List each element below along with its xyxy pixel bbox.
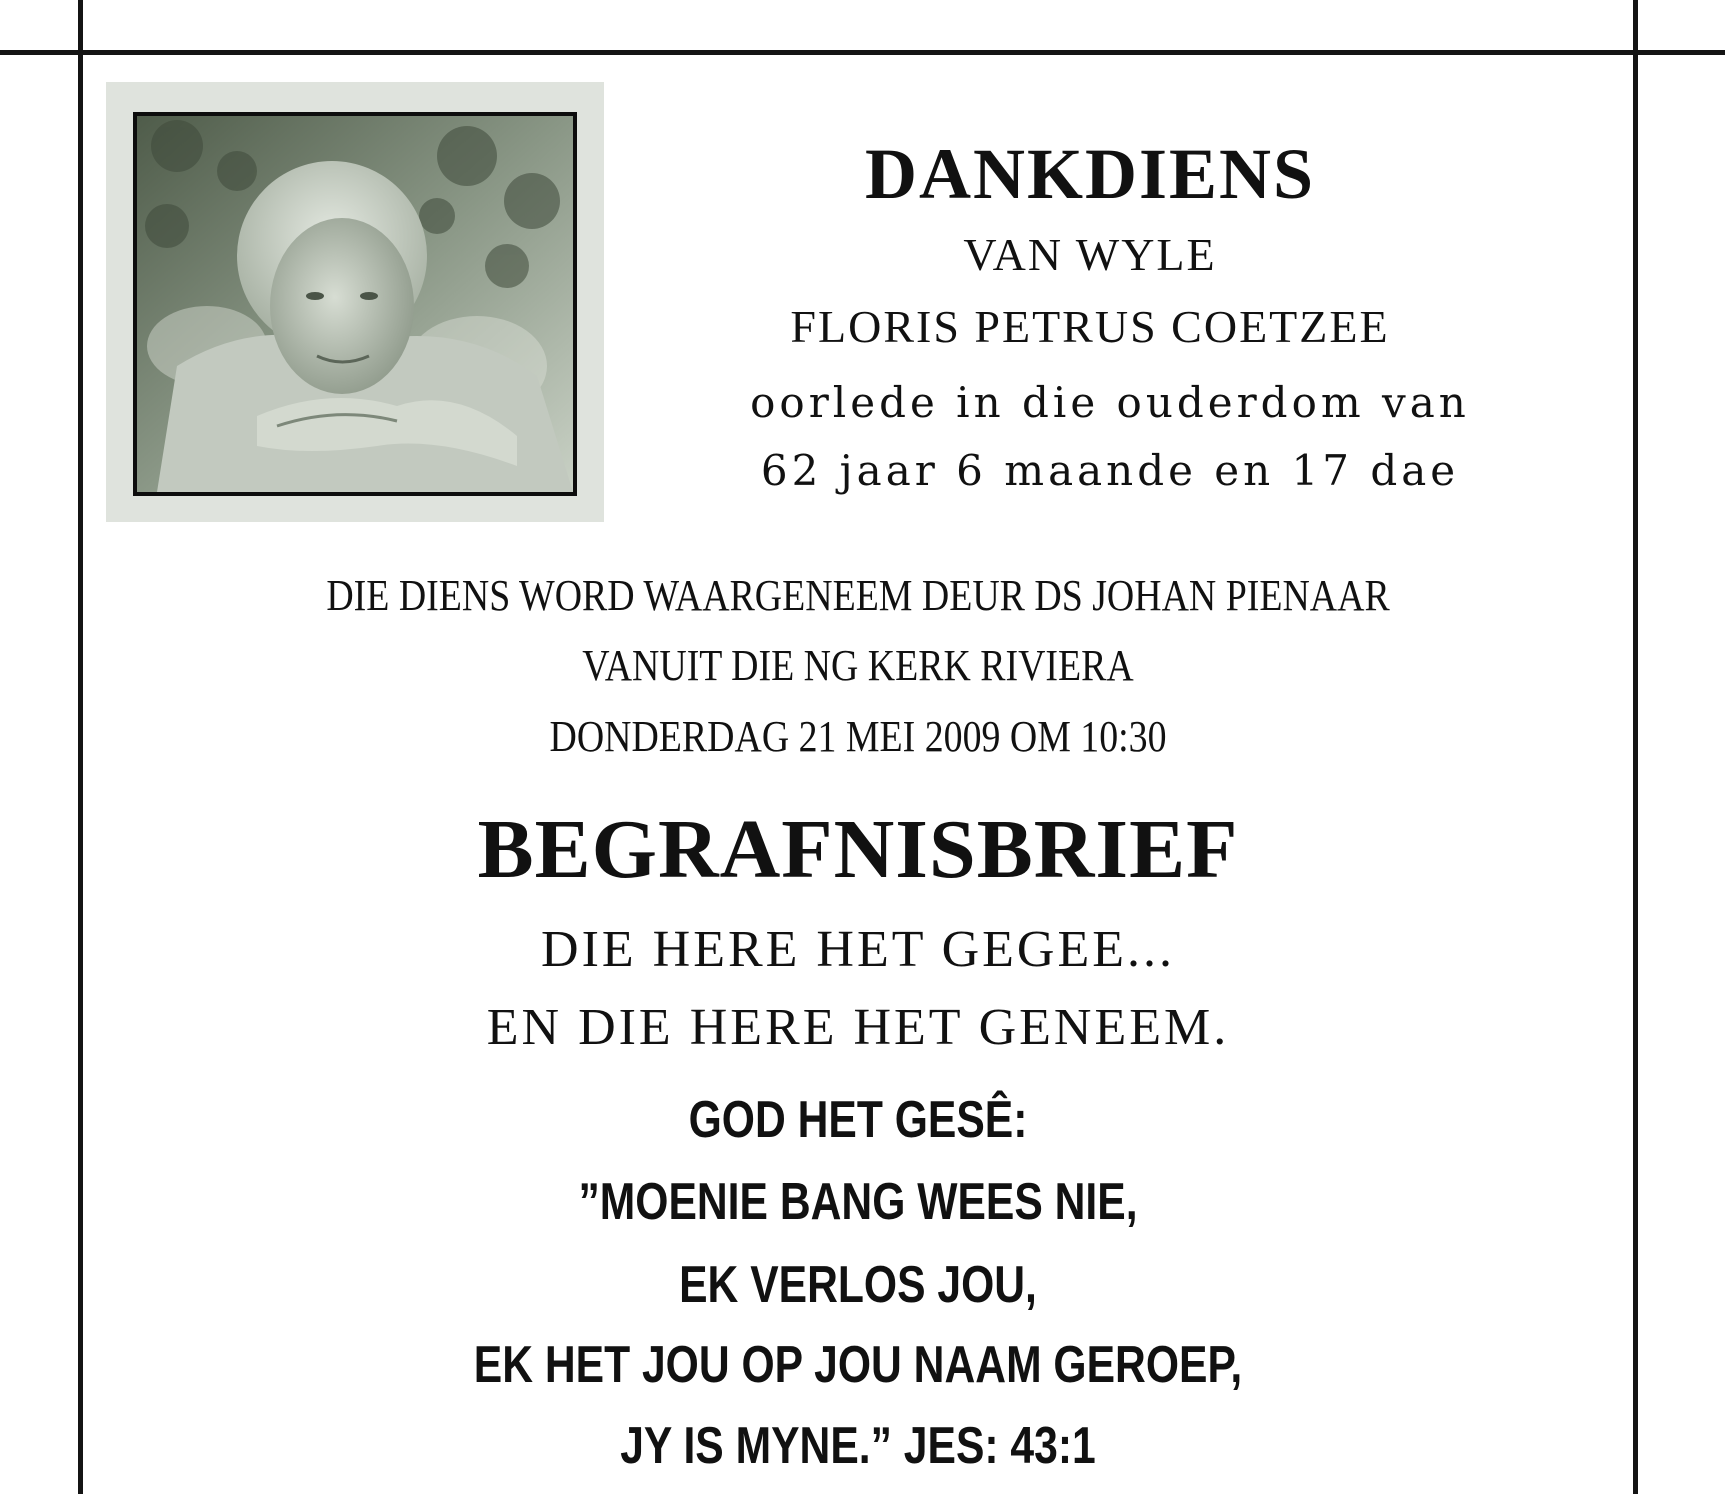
service-date-line: DONDERDAG 21 MEI 2009 OM 10:30 [549,712,1167,761]
portrait-photo [133,112,577,496]
verse-line-1: GOD HET GESÊ: [688,1091,1028,1149]
begrafnisbrief-title: BEGRAFNISBRIEF [477,803,1239,896]
service-church-line: VANUIT DIE NG KERK RIVIERA [582,641,1134,690]
age-line-1: oorlede in die ouderdom van [750,378,1470,427]
right-border-line [1633,0,1638,1494]
age-line-2: 62 jaar 6 maande en 17 dae [760,446,1460,495]
portrait-photo-mat [106,82,604,522]
top-border-line [0,50,1725,55]
here-line-2: EN DIE HERE HET GENEEM. [486,999,1230,1056]
van-wyle-text: VAN WYLE [963,229,1217,280]
portrait-image [137,116,573,492]
left-border-line [78,0,83,1494]
dankdiens-heading: DANKDIENS [864,134,1316,214]
here-line-1: DIE HERE HET GEGEE... [541,921,1175,978]
verse-line-2: ”MOENIE BANG WEES NIE, [578,1173,1138,1231]
verse-line-4: EK HET JOU OP JOU NAAM GEROEP, [473,1336,1243,1394]
verse-line-3: EK VERLOS JOU, [679,1256,1037,1314]
deceased-name: FLORIS PETRUS COETZEE [790,301,1390,352]
verse-line-5: JY IS MYNE.” JES: 43:1 [620,1417,1096,1475]
service-officiant-line: DIE DIENS WORD WAARGENEEM DEUR DS JOHAN PIENAAR [326,571,1390,620]
